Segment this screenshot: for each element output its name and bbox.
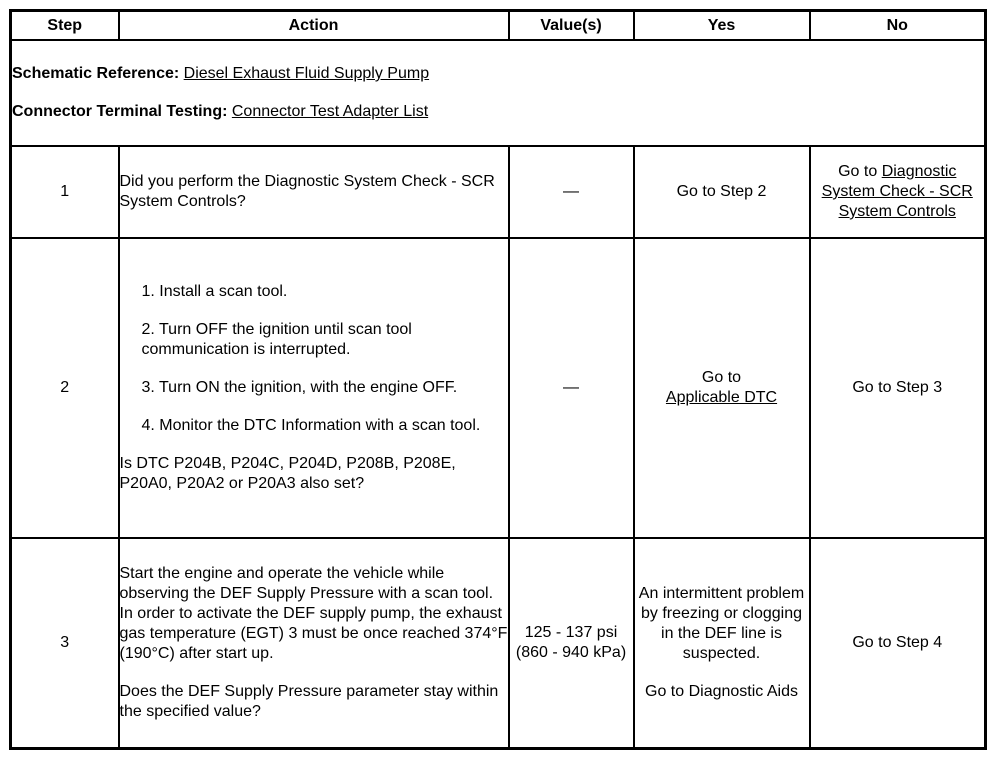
table-row <box>11 146 986 238</box>
value-kpa: (860 - 940 kPa) <box>515 644 627 661</box>
values-cell: — <box>509 146 634 238</box>
header-no: No <box>810 11 986 41</box>
step-number: 3 <box>11 538 119 749</box>
action-text: Start the engine and operate the vehicle while observing the DEF Supply Pressure with a scan tool. In order to activate the DEF supply pump, the exhaust gas temperature (EGT) 3 must be once reached 374°F (190°C) after start up. <box>119 565 508 662</box>
reference-row <box>11 40 986 146</box>
list-item: 1. Install a scan tool. <box>141 283 288 300</box>
list-item: 4. Monitor the DTC Information with a scan tool. <box>141 417 481 434</box>
no-cell: Go to Step 3 <box>810 238 986 538</box>
no-prefix: Go to <box>838 163 882 180</box>
yes-cell: Go to Step 2 <box>634 146 810 238</box>
diagnostic-table <box>9 9 987 750</box>
header-step: Step <box>11 11 119 41</box>
yes-text: An intermittent problem by freezing or clogging in the DEF line is suspected. <box>638 585 805 662</box>
action-question: Is DTC P204B, P204C, P204D, P208B, P208E, P20A0, P20A2 or P20A3 also set? <box>119 455 456 492</box>
values-cell <box>509 538 634 749</box>
action-cell <box>119 238 509 538</box>
yes-text-diagnostic-aids: Go to Diagnostic Aids <box>645 683 798 700</box>
header-row <box>11 11 986 41</box>
value-psi: 125 - 137 psi <box>524 624 618 641</box>
connector-testing <box>12 102 984 122</box>
list-item: 2. Turn OFF the ignition until scan tool communication is interrupted. <box>141 321 412 358</box>
list-item: 3. Turn ON the ignition, with the engine OFF. <box>141 379 458 396</box>
reference-cell <box>11 40 986 146</box>
schematic-reference-label: Schematic Reference: <box>12 65 180 82</box>
action-cell <box>119 538 509 749</box>
header-values: Value(s) <box>509 11 634 41</box>
action-question: Does the DEF Supply Pressure parameter stay within the specified value? <box>119 683 499 720</box>
schematic-reference <box>12 64 984 84</box>
yes-prefix: Go to <box>701 369 742 386</box>
connector-testing-link[interactable]: Connector Test Adapter List <box>231 103 429 120</box>
schematic-reference-link[interactable]: Diesel Exhaust Fluid Supply Pump <box>183 65 430 82</box>
yes-cell <box>634 538 810 749</box>
step-number: 2 <box>11 238 119 538</box>
connector-testing-label: Connector Terminal Testing: <box>12 103 228 120</box>
values-cell: — <box>509 238 634 538</box>
diagnostic-system-check-link[interactable]: Diagnostic System Check - SCR System Controls <box>821 163 973 220</box>
applicable-dtc-link[interactable]: Applicable DTC <box>665 389 778 406</box>
table-row <box>11 538 986 749</box>
header-yes: Yes <box>634 11 810 41</box>
substep-list <box>120 282 508 436</box>
yes-cell <box>634 238 810 538</box>
table-row <box>11 238 986 538</box>
no-cell <box>810 146 986 238</box>
step-number: 1 <box>11 146 119 238</box>
header-action: Action <box>119 11 509 41</box>
no-cell: Go to Step 4 <box>810 538 986 749</box>
action-text: Did you perform the Diagnostic System Check - SCR System Controls? <box>119 146 509 238</box>
